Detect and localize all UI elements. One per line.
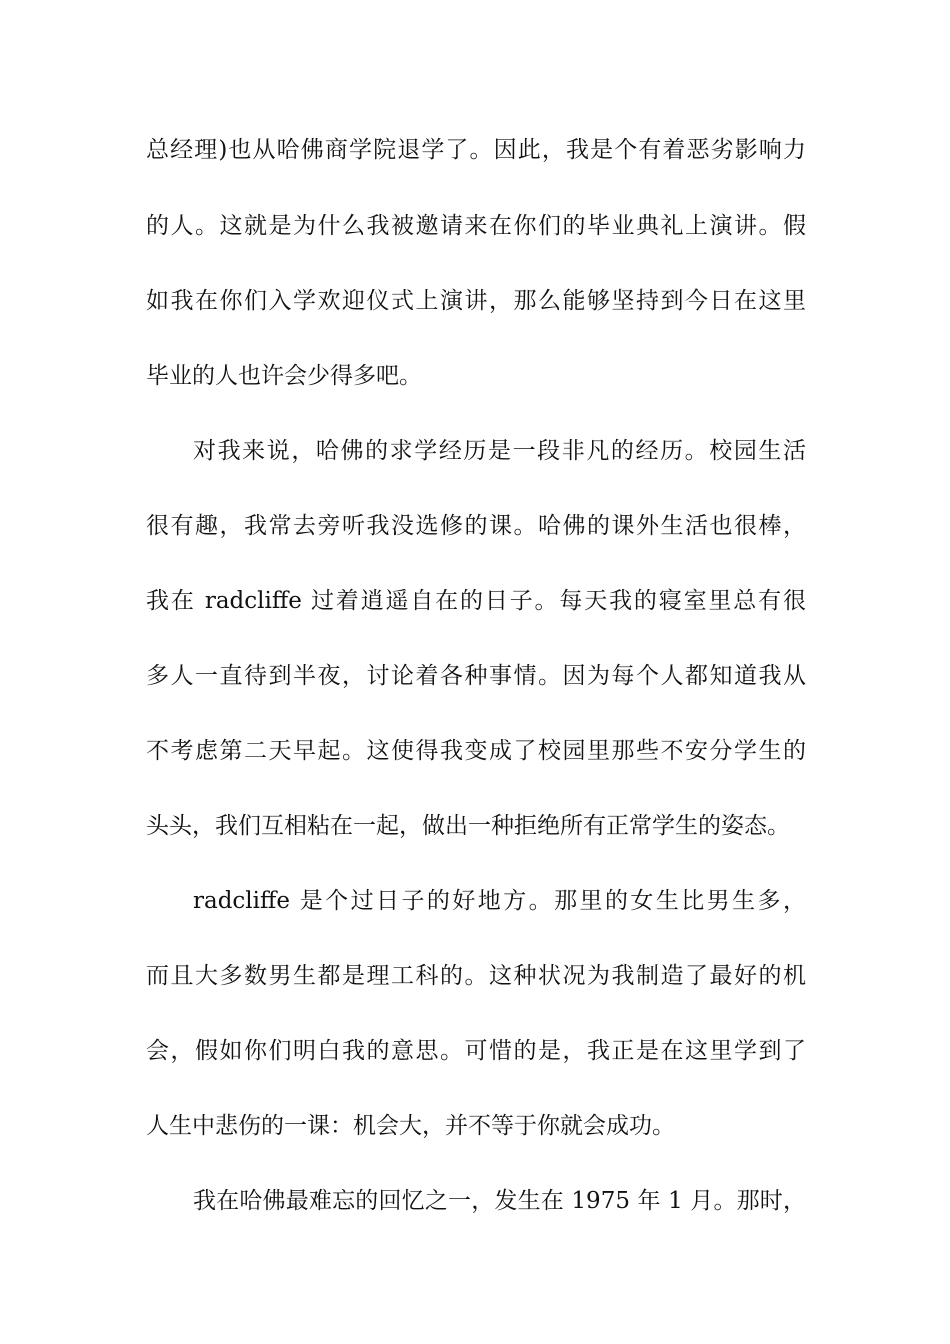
- text-line: 人生中悲伤的一课：机会大，并不等于你就会成功。: [146, 1113, 675, 1139]
- text-line: 毕业的人也许会少得多吧。: [146, 363, 422, 389]
- text-line: 我在 radcliffe 过着逍遥自在的日子。每天我的寝室里总有很: [146, 588, 806, 614]
- text-line: 的人。这就是为什么我被邀请来在你们的毕业典礼上演讲。假: [146, 213, 806, 239]
- text-line: 很有趣，我常去旁听我没选修的课。哈佛的课外生活也很棒，: [146, 513, 806, 539]
- text-line: 总经理)也从哈佛商学院退学了。因此，我是个有着恶劣影响力: [146, 137, 806, 163]
- paragraph-first-line: 我在哈佛最难忘的回忆之一，发生在 1975 年 1 月。那时，: [193, 1188, 806, 1214]
- text-line: 会，假如你们明白我的意思。可惜的是，我正是在这里学到了: [146, 1038, 806, 1064]
- text-line: 如我在你们入学欢迎仪式上演讲，那么能够坚持到今日在这里: [146, 288, 806, 314]
- text-line: 不考虑第二天早起。这使得我变成了校园里那些不安分学生的: [146, 738, 806, 764]
- paragraph-first-line: radcliffe 是个过日子的好地方。那里的女生比男生多，: [193, 888, 806, 914]
- paragraph-first-line: 对我来说，哈佛的求学经历是一段非凡的经历。校园生活: [193, 438, 806, 464]
- text-line: 而且大多数男生都是理工科的。这种状况为我制造了最好的机: [146, 963, 806, 989]
- text-line: 多人一直待到半夜，讨论着各种事情。因为每个人都知道我从: [146, 663, 806, 689]
- text-line: 头头，我们互相粘在一起，做出一种拒绝所有正常学生的姿态。: [146, 813, 790, 839]
